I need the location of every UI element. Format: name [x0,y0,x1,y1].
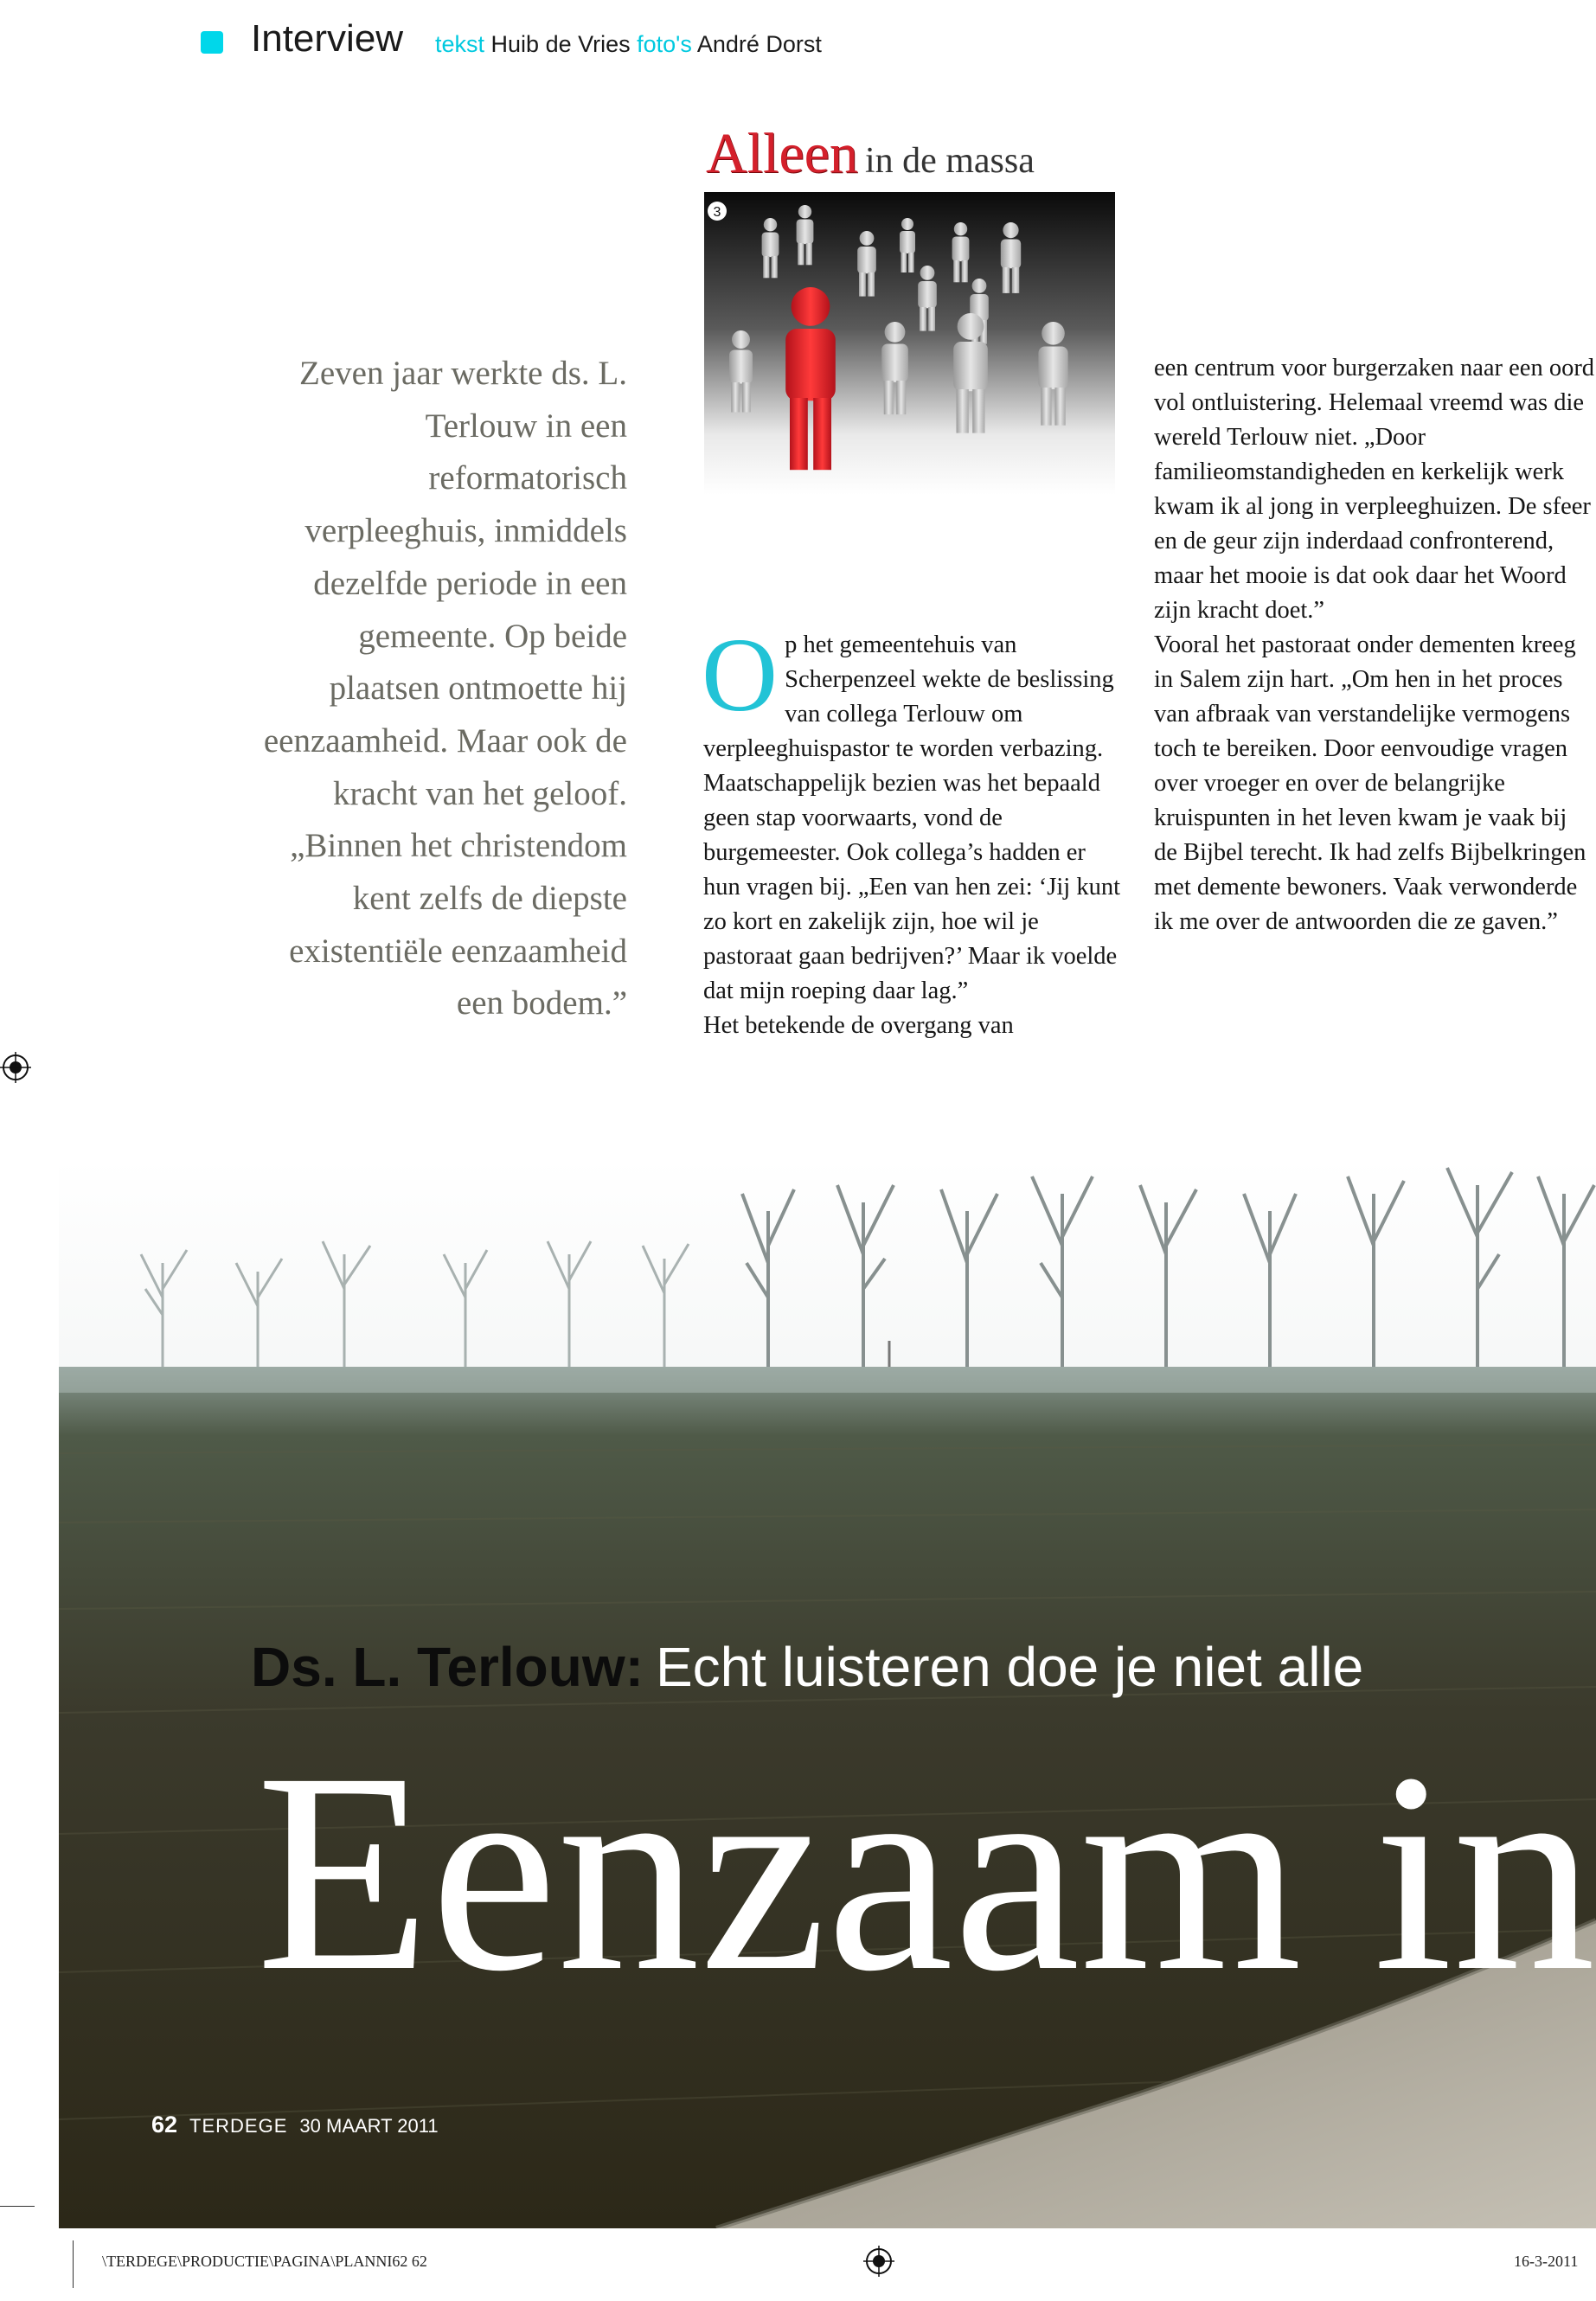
byline [435,31,822,58]
page-number: 62 [151,2112,178,2138]
column-1-paragraph-1-text: p het gemeentehuis van Scherpenzeel wekte de beslissing van collega Terlouw om verpleeghuispastor te worden verbazing. Maatschappelijk bezien was het bepaald geen stap voorwaarts, vond de burgemeester. Ook collega’s hadden er hun vragen bij. „Een van hen zei: ‘Jij kunt zo kort en zakelijk zijn, hoe wil je pastoraat gaan bedrijven?’ Maar ik voelde dat mijn roeping daar lag.” [703,631,1120,1004]
registration-mark-left [0,1052,31,1083]
intro-text: Zeven jaar werkte ds. L. Terlouw in een reformatorisch verpleeghuis, inmiddels dezelfde periode in een gemeente. Op beide plaatsen ontmoette hij eenzaamheid. Maar ook de kracht van het geloof. „Binnen het christendom kent zelfs de diepste existentiële eenzaamheid een bodem.” [263,355,627,1022]
subheadline-name: Ds. L. Terlouw: [251,1636,644,1698]
series-number: 3 [713,205,721,220]
article-column-2 [1154,351,1595,939]
column-2-paragraph-1: een centrum voor burgerzaken naar een oord vol ontluistering. Helemaal vreemd was die wereld Terlouw niet. „Door familieomstandigheden en kerkelijk werk kwam ik al jong in verpleeghuizen. De sfeer en de geur zijn inderdaad confronterend, maar het mooie is dat ook daar het Woord zijn kracht doet.” [1154,355,1595,624]
section-title: Interview [251,17,404,60]
series-title-main: Alleen [706,122,858,185]
drop-cap: O [702,617,779,734]
column-2-paragraph-2: Vooral het pastoraat onder dementen kreeg in Salem zijn hart. „Om hen in het proces van afbraak van verstandelijke vermogens toch te bereiken. Door eenvoudige vragen over vroeger en over de belangrijke kruispunten in het leven kwam je vaak bij de Bijbel terecht. Ik had zelfs Bijbelkringen met demente bewoners. Vaak verwonderde ik me over de antwoorden die ze gaven.” [1154,631,1586,935]
article-column-1 [702,617,1127,1043]
production-slug: \TERDEGE\PRODUCTIE\PAGINA\PLANNI62 62 [102,2253,427,2270]
text-credit-label: tekst [435,31,485,57]
headline: Eenzaam in [256,1715,1596,2030]
photo-credit-label: foto's [637,31,692,57]
publication-name: TERDEGE [189,2115,288,2137]
issue-date: 30 MAART 2011 [299,2115,439,2137]
subheadline-quote: Echt luisteren doe je niet alle [655,1636,1364,1698]
crowd-illustration [704,192,1115,495]
crop-mark-horizontal [0,2206,35,2207]
subheadline [251,1635,1363,1699]
crop-mark-vertical [73,2240,74,2288]
registration-mark-bottom [863,2246,894,2277]
series-teaser-graphic [701,112,1118,497]
section-marker [201,31,223,54]
production-date: 16-3-2011 [1514,2253,1579,2270]
page-folio [151,2112,439,2138]
series-title [706,121,1035,187]
photographer-name: André Dorst [696,31,822,57]
author-name: Huib de Vries [490,31,631,57]
column-1-paragraph-2: Het betekende de overgang van [703,1012,1014,1039]
series-title-sub: in de massa [864,141,1035,181]
column-1-paragraph-1 [702,617,1127,1009]
